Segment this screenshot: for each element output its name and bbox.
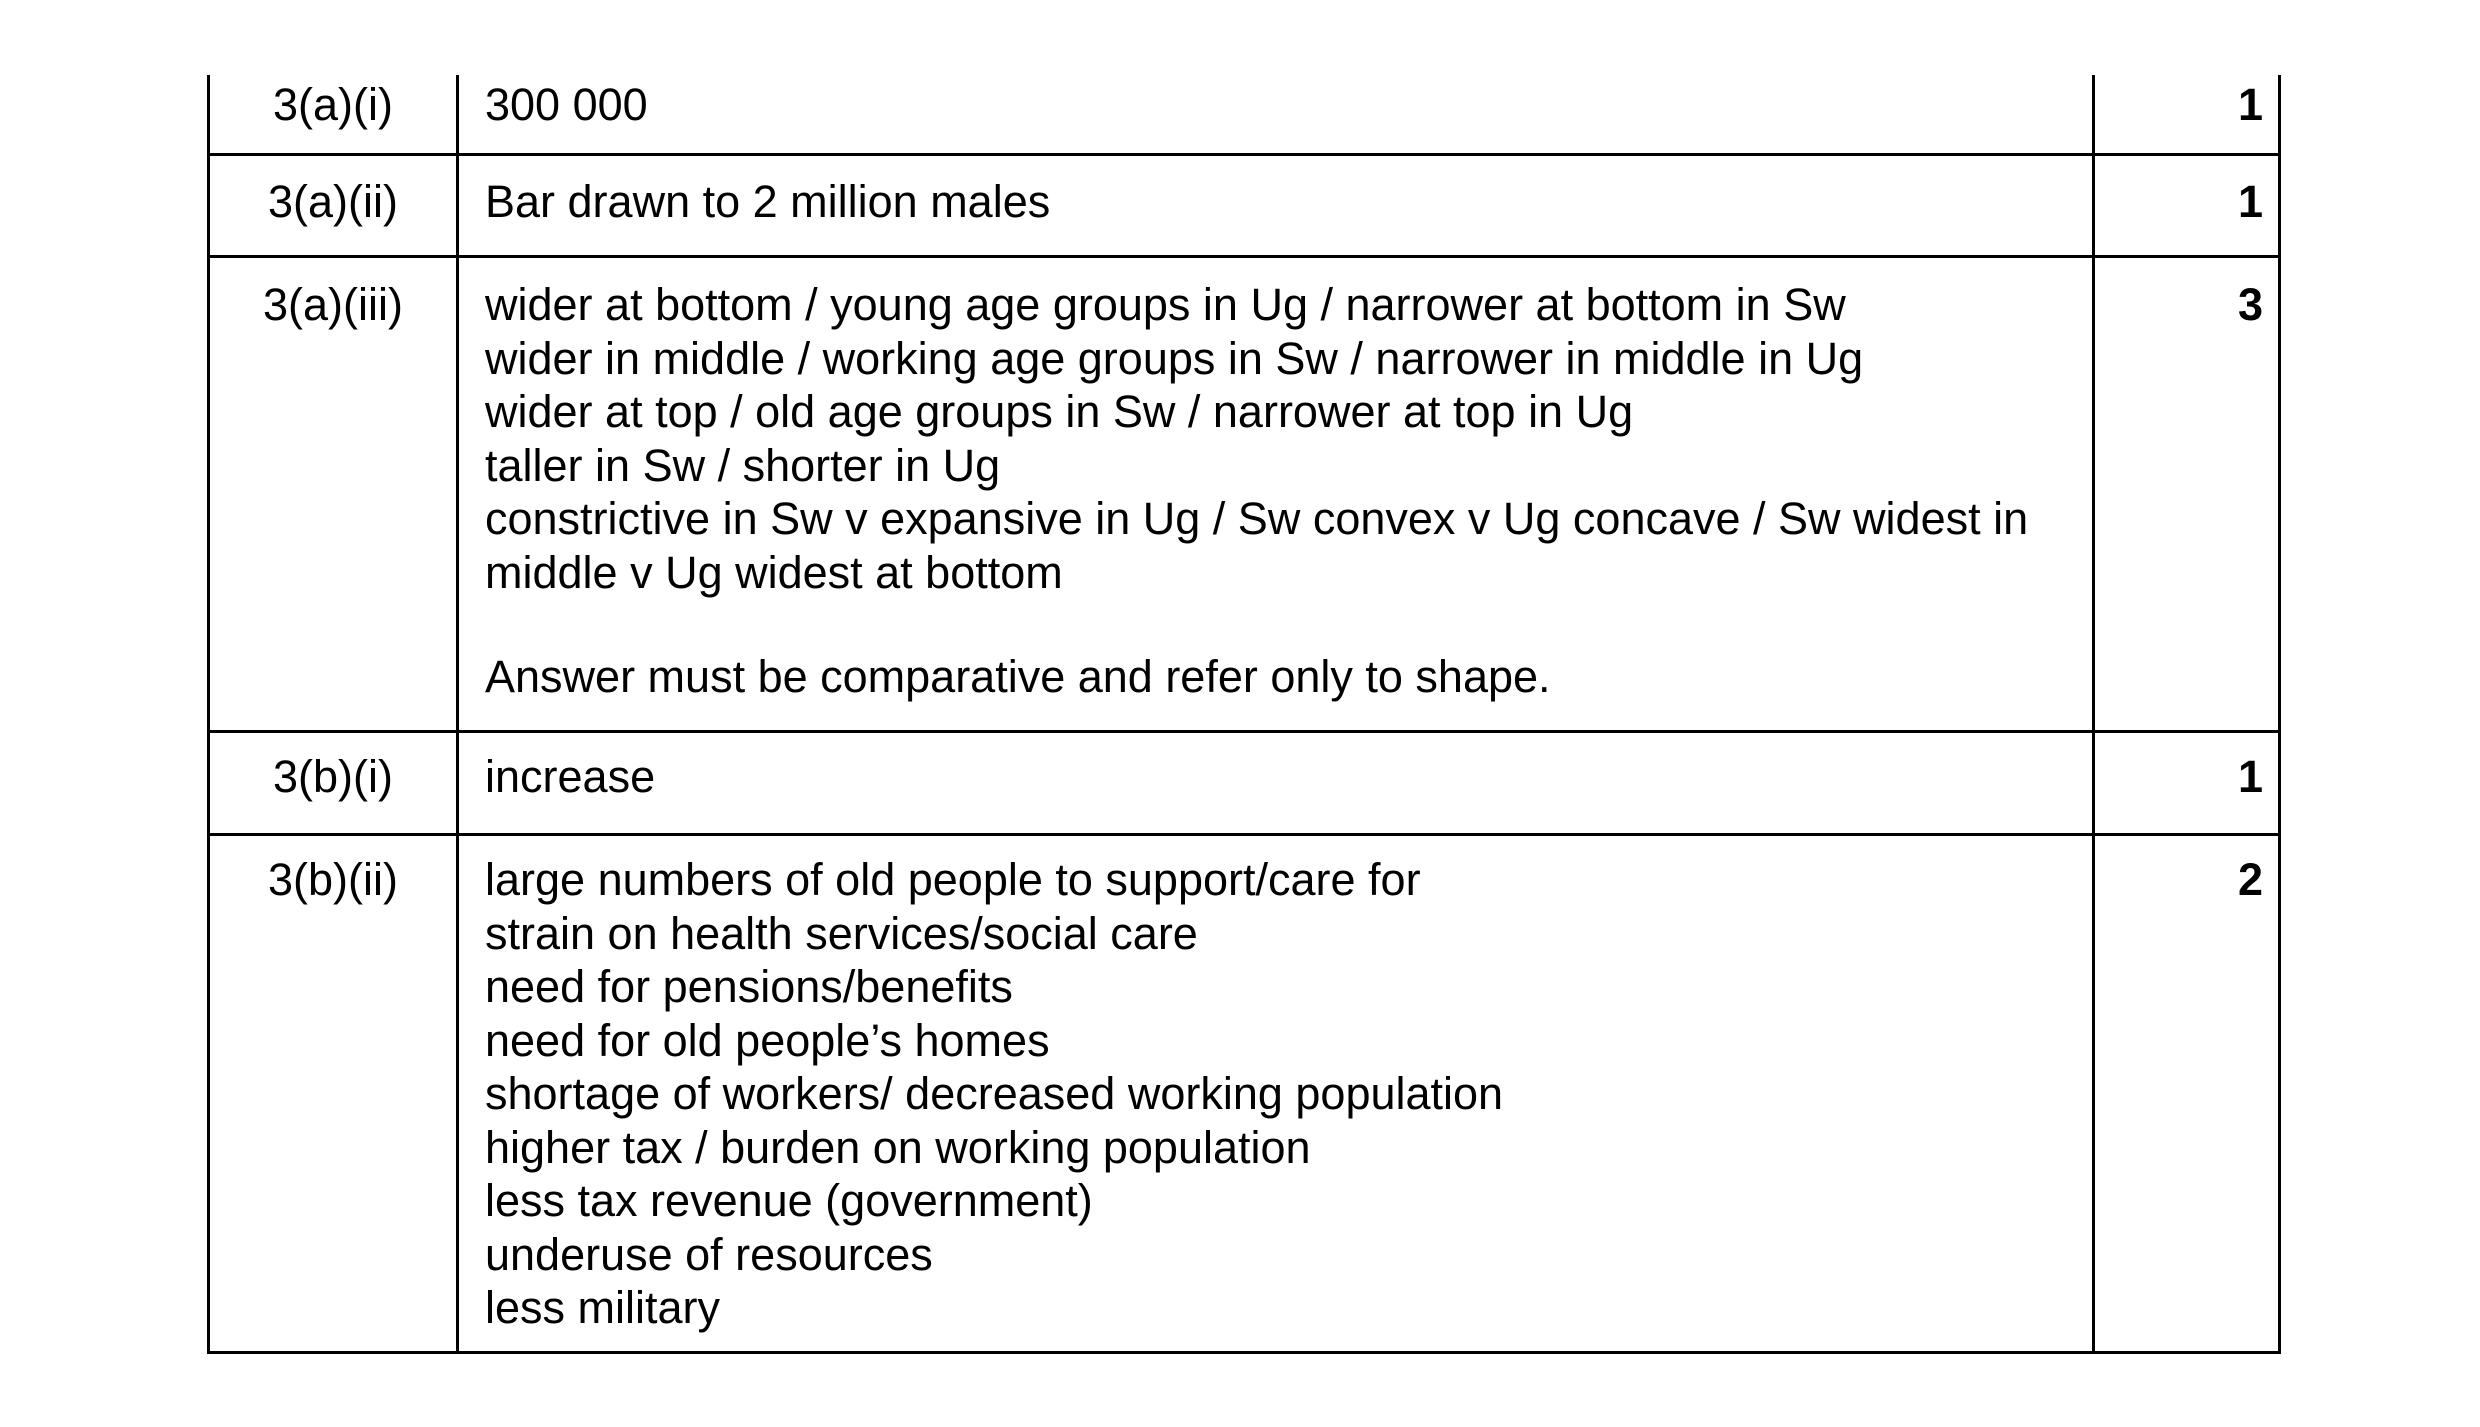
answer-note: Answer must be comparative and refer only to shape. xyxy=(485,651,1551,702)
table-row xyxy=(207,258,2281,730)
question-number: 3(b)(ii) xyxy=(268,854,398,905)
answer-cell xyxy=(459,75,2095,153)
question-number: 3(a)(ii) xyxy=(268,176,398,227)
answer-line: need for old people’s homes xyxy=(485,1014,1050,1066)
table-divider-question xyxy=(456,75,459,1354)
answer-line: wider at top / old age groups in Sw / narrower at top in Ug xyxy=(485,386,1634,437)
row-divider xyxy=(207,833,2281,836)
row-divider xyxy=(207,255,2281,258)
answer-cell xyxy=(459,156,2095,255)
answer-line: 300 000 xyxy=(485,79,648,130)
marks-cell: 2 xyxy=(2237,854,2263,905)
table-row xyxy=(207,156,2281,255)
row-divider xyxy=(207,153,2281,156)
row-divider xyxy=(207,730,2281,733)
question-number: 3(b)(i) xyxy=(273,751,393,802)
answer-line: less military xyxy=(485,1282,721,1333)
marks-cell: 1 xyxy=(2237,176,2263,227)
answer-line: shortage of workers/ decreased working population xyxy=(485,1068,1504,1119)
table-row xyxy=(207,75,2281,153)
answer-cell xyxy=(459,733,2095,833)
answer-line: underuse of resources xyxy=(485,1228,933,1280)
table-border-bottom xyxy=(207,1351,2281,1354)
question-number: 3(a)(iii) xyxy=(263,279,403,330)
table-divider-marks xyxy=(2092,75,2095,1354)
answer-line: increase xyxy=(485,751,656,802)
marks-cell: 3 xyxy=(2237,279,2263,330)
mark-scheme-table xyxy=(207,75,2281,1354)
answer-line: Bar drawn to 2 million males xyxy=(485,176,1051,227)
answer-line: need for pensions/benefits xyxy=(485,961,1013,1012)
answer-cell xyxy=(459,258,2095,730)
table-border-left xyxy=(207,75,210,1354)
answer-cell xyxy=(459,836,2095,1351)
answer-line: middle v Ug widest at bottom xyxy=(485,546,1063,598)
answer-line: large numbers of old people to support/care for xyxy=(485,854,1421,905)
table-row xyxy=(207,836,2281,1351)
answer-line: taller in Sw / shorter in Ug xyxy=(485,439,1001,491)
answer-line: strain on health services/social care xyxy=(485,907,1198,959)
question-number: 3(a)(i) xyxy=(273,79,393,130)
answer-line: higher tax / burden on working population xyxy=(485,1121,1311,1173)
table-border-right xyxy=(2278,75,2281,1354)
marks-cell: 1 xyxy=(2237,79,2263,130)
marks-cell: 1 xyxy=(2237,751,2263,802)
answer-line: less tax revenue (government) xyxy=(485,1175,1093,1226)
answer-line: constrictive in Sw v expansive in Ug / Sw convex v Ug concave / Sw widest in xyxy=(485,493,2029,544)
answer-line: wider in middle / working age groups in Sw / narrower in middle in Ug xyxy=(485,332,1864,384)
answer-line: wider at bottom / young age groups in Ug / narrower at bottom in Sw xyxy=(485,279,1846,330)
table-row xyxy=(207,733,2281,833)
